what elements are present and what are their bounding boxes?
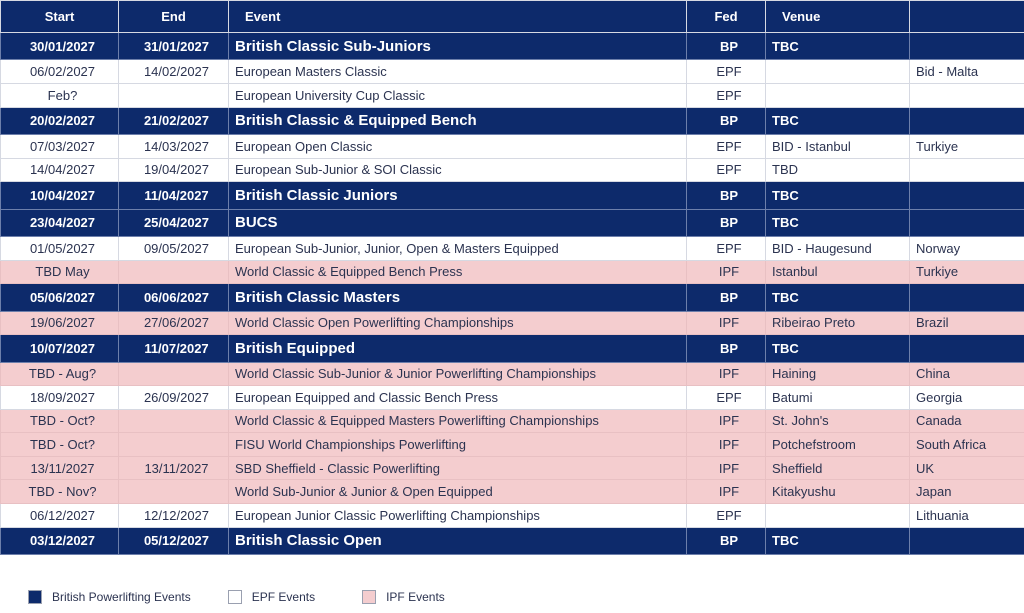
country-cell: Bid - Malta <box>910 60 1024 84</box>
country-cell <box>910 209 1024 236</box>
end-date-cell <box>119 409 229 433</box>
event-name-cell: World Classic Sub-Junior & Junior Powerlifting Championships <box>229 362 687 386</box>
federation-cell: BP <box>687 284 766 311</box>
event-name-cell: FISU World Championships Powerlifting <box>229 433 687 457</box>
table-row <box>1 134 1024 158</box>
venue-cell: Istanbul <box>766 260 910 284</box>
table-row <box>1 504 1024 528</box>
venue-cell <box>766 83 910 107</box>
start-date-cell: 14/04/2027 <box>1 158 119 182</box>
event-name-cell: European Sub-Junior, Junior, Open & Masters Equipped <box>229 236 687 260</box>
event-name-cell: European Equipped and Classic Bench Press <box>229 386 687 410</box>
event-name-cell: British Classic Open <box>229 527 687 554</box>
end-date-cell <box>119 480 229 504</box>
end-date-cell <box>119 433 229 457</box>
legend-label: EPF Events <box>251 589 316 604</box>
start-date-cell: 18/09/2027 <box>1 386 119 410</box>
table-row <box>1 386 1024 410</box>
country-cell <box>910 182 1024 209</box>
end-date-cell: 05/12/2027 <box>119 527 229 554</box>
event-name-cell: British Classic Sub-Juniors <box>229 33 687 60</box>
table-header-row <box>1 1 1024 33</box>
end-date-cell: 13/11/2027 <box>119 456 229 480</box>
table-row <box>1 311 1024 335</box>
start-date-cell: 10/04/2027 <box>1 182 119 209</box>
venue-cell <box>766 60 910 84</box>
venue-cell <box>766 504 910 528</box>
legend-item <box>28 590 191 604</box>
column-header-fed: Fed <box>687 1 766 33</box>
start-date-cell: 07/03/2027 <box>1 134 119 158</box>
column-header-extra <box>910 1 1024 33</box>
federation-cell: EPF <box>687 386 766 410</box>
country-cell <box>910 284 1024 311</box>
country-cell: Canada <box>910 409 1024 433</box>
venue-cell: Batumi <box>766 386 910 410</box>
legend-label: IPF Events <box>386 589 445 604</box>
legend-item <box>228 590 315 604</box>
table-row <box>1 335 1024 362</box>
federation-cell: EPF <box>687 236 766 260</box>
table-row <box>1 527 1024 554</box>
table-row <box>1 433 1024 457</box>
column-header-start: Start <box>1 1 119 33</box>
end-date-cell: 12/12/2027 <box>119 504 229 528</box>
table-row <box>1 456 1024 480</box>
venue-cell: Ribeirao Preto <box>766 311 910 335</box>
table-row <box>1 33 1024 60</box>
country-cell: Georgia <box>910 386 1024 410</box>
start-date-cell: TBD - Oct? <box>1 433 119 457</box>
start-date-cell: 30/01/2027 <box>1 33 119 60</box>
venue-cell: BID - Haugesund <box>766 236 910 260</box>
legend-swatch <box>28 590 42 604</box>
events-table-body <box>1 33 1024 555</box>
venue-cell: TBC <box>766 527 910 554</box>
end-date-cell: 06/06/2027 <box>119 284 229 311</box>
venue-cell: BID - Istanbul <box>766 134 910 158</box>
federation-cell: EPF <box>687 83 766 107</box>
event-name-cell: European University Cup Classic <box>229 83 687 107</box>
end-date-cell: 09/05/2027 <box>119 236 229 260</box>
end-date-cell: 11/07/2027 <box>119 335 229 362</box>
table-row <box>1 260 1024 284</box>
start-date-cell: 19/06/2027 <box>1 311 119 335</box>
start-date-cell: TBD - Oct? <box>1 409 119 433</box>
country-cell <box>910 107 1024 134</box>
federation-cell: BP <box>687 107 766 134</box>
start-date-cell: TBD - Aug? <box>1 362 119 386</box>
start-date-cell: 13/11/2027 <box>1 456 119 480</box>
start-date-cell: 06/02/2027 <box>1 60 119 84</box>
country-cell: China <box>910 362 1024 386</box>
table-row <box>1 107 1024 134</box>
country-cell: UK <box>910 456 1024 480</box>
end-date-cell <box>119 362 229 386</box>
event-name-cell: World Classic & Equipped Bench Press <box>229 260 687 284</box>
federation-cell: IPF <box>687 362 766 386</box>
venue-cell: TBC <box>766 209 910 236</box>
end-date-cell: 21/02/2027 <box>119 107 229 134</box>
end-date-cell: 26/09/2027 <box>119 386 229 410</box>
federation-cell: BP <box>687 33 766 60</box>
country-cell: Turkiye <box>910 134 1024 158</box>
table-row <box>1 480 1024 504</box>
start-date-cell: 20/02/2027 <box>1 107 119 134</box>
federation-cell: IPF <box>687 409 766 433</box>
country-cell: Lithuania <box>910 504 1024 528</box>
country-cell: South Africa <box>910 433 1024 457</box>
event-name-cell: World Sub-Junior & Junior & Open Equipped <box>229 480 687 504</box>
end-date-cell: 31/01/2027 <box>119 33 229 60</box>
legend-label: British Powerlifting Events <box>52 589 191 604</box>
country-cell <box>910 83 1024 107</box>
table-row <box>1 158 1024 182</box>
event-name-cell: British Classic & Equipped Bench <box>229 107 687 134</box>
venue-cell: TBC <box>766 33 910 60</box>
table-row <box>1 284 1024 311</box>
legend-item <box>362 590 445 604</box>
federation-cell: BP <box>687 182 766 209</box>
start-date-cell: TBD May <box>1 260 119 284</box>
table-row <box>1 182 1024 209</box>
country-cell: Brazil <box>910 311 1024 335</box>
federation-cell: BP <box>687 335 766 362</box>
table-row <box>1 409 1024 433</box>
federation-cell: IPF <box>687 456 766 480</box>
venue-cell: TBC <box>766 284 910 311</box>
legend-swatch <box>362 590 376 604</box>
venue-cell: TBC <box>766 182 910 209</box>
country-cell <box>910 335 1024 362</box>
country-cell <box>910 527 1024 554</box>
venue-cell: TBD <box>766 158 910 182</box>
event-name-cell: European Masters Classic <box>229 60 687 84</box>
event-name-cell: World Classic & Equipped Masters Powerlifting Championships <box>229 409 687 433</box>
country-cell <box>910 158 1024 182</box>
start-date-cell: Feb? <box>1 83 119 107</box>
end-date-cell: 25/04/2027 <box>119 209 229 236</box>
country-cell: Turkiye <box>910 260 1024 284</box>
end-date-cell: 19/04/2027 <box>119 158 229 182</box>
federation-cell: EPF <box>687 134 766 158</box>
event-name-cell: SBD Sheffield - Classic Powerlifting <box>229 456 687 480</box>
end-date-cell <box>119 83 229 107</box>
start-date-cell: 10/07/2027 <box>1 335 119 362</box>
end-date-cell: 14/02/2027 <box>119 60 229 84</box>
venue-cell: Potchefstroom <box>766 433 910 457</box>
event-name-cell: British Classic Juniors <box>229 182 687 209</box>
event-name-cell: British Classic Masters <box>229 284 687 311</box>
event-name-cell: European Sub-Junior & SOI Classic <box>229 158 687 182</box>
federation-cell: EPF <box>687 158 766 182</box>
table-row <box>1 60 1024 84</box>
federation-cell: EPF <box>687 60 766 84</box>
federation-cell: IPF <box>687 311 766 335</box>
legend-swatch <box>228 590 242 604</box>
country-cell: Japan <box>910 480 1024 504</box>
federation-cell: IPF <box>687 480 766 504</box>
end-date-cell <box>119 260 229 284</box>
table-row <box>1 362 1024 386</box>
federation-cell: BP <box>687 209 766 236</box>
table-row <box>1 209 1024 236</box>
start-date-cell: 01/05/2027 <box>1 236 119 260</box>
column-header-event: Event <box>229 1 687 33</box>
table-row <box>1 236 1024 260</box>
start-date-cell: 23/04/2027 <box>1 209 119 236</box>
start-date-cell: 06/12/2027 <box>1 504 119 528</box>
table-row <box>1 83 1024 107</box>
legend <box>0 580 1024 613</box>
venue-cell: TBC <box>766 107 910 134</box>
federation-cell: EPF <box>687 504 766 528</box>
start-date-cell: TBD - Nov? <box>1 480 119 504</box>
federation-cell: IPF <box>687 433 766 457</box>
column-header-end: End <box>119 1 229 33</box>
event-name-cell: European Open Classic <box>229 134 687 158</box>
country-cell: Norway <box>910 236 1024 260</box>
end-date-cell: 27/06/2027 <box>119 311 229 335</box>
venue-cell: Haining <box>766 362 910 386</box>
start-date-cell: 05/06/2027 <box>1 284 119 311</box>
event-name-cell: World Classic Open Powerlifting Championships <box>229 311 687 335</box>
event-name-cell: European Junior Classic Powerlifting Championships <box>229 504 687 528</box>
federation-cell: BP <box>687 527 766 554</box>
venue-cell: Kitakyushu <box>766 480 910 504</box>
venue-cell: TBC <box>766 335 910 362</box>
federation-cell: IPF <box>687 260 766 284</box>
venue-cell: St. John's <box>766 409 910 433</box>
event-name-cell: British Equipped <box>229 335 687 362</box>
venue-cell: Sheffield <box>766 456 910 480</box>
column-header-venue: Venue <box>766 1 910 33</box>
event-name-cell: BUCS <box>229 209 687 236</box>
start-date-cell: 03/12/2027 <box>1 527 119 554</box>
end-date-cell: 11/04/2027 <box>119 182 229 209</box>
end-date-cell: 14/03/2027 <box>119 134 229 158</box>
country-cell <box>910 33 1024 60</box>
